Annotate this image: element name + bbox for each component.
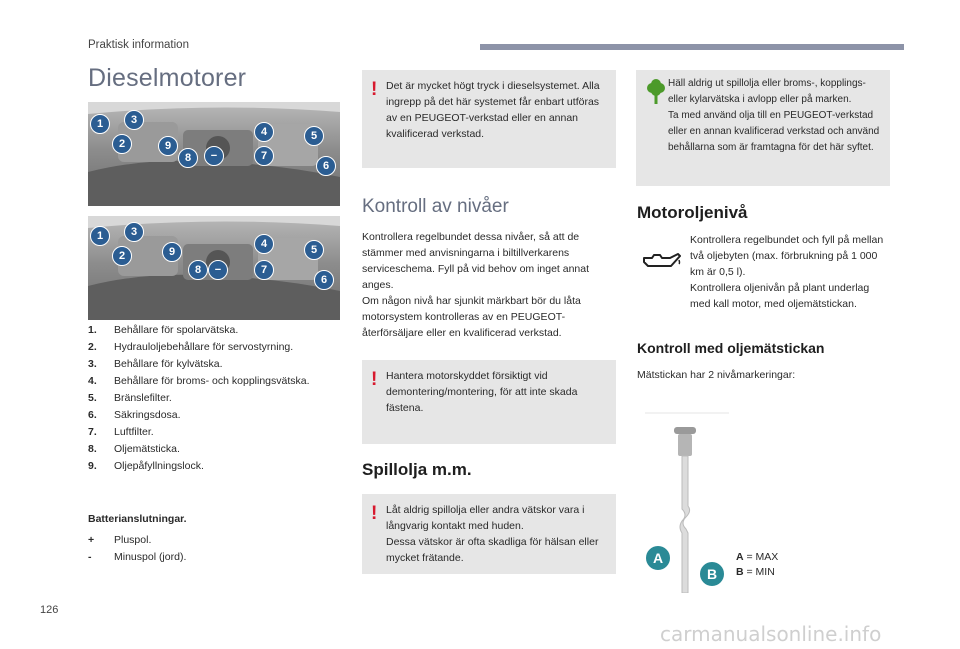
legend-item: 7. Luftfilter. — [88, 426, 154, 438]
callout-3: 3 — [124, 110, 144, 130]
callout-1: 1 — [90, 226, 110, 246]
section-header: Praktisk information — [88, 39, 189, 51]
legend-item: 8. Oljemätsticka. — [88, 443, 180, 455]
dipstick-illustration — [645, 411, 729, 593]
battery-item: - Minuspol (jord). — [88, 551, 187, 563]
legend-item: 3. Behållare för kylvätska. — [88, 358, 223, 370]
levels-body: Kontrollera regelbundet dessa nivåer, så att de stämmer med anvisningarna i biltillverkarens serviceschema. Fyll på vid behov om inget annat anges. Om någon nivå har sjunkit märkbart bör du låta motorsystem kontrolleras av en PEUGEOT-återförsäljare eller en kvalificerad verkstad. — [362, 231, 590, 339]
legend-item: 9. Oljepåfyllningslock. — [88, 460, 204, 472]
page-number: 126 — [40, 604, 59, 616]
spill-heading: Spillolja m.m. — [362, 460, 472, 479]
battery-title: Batterianslutningar. — [88, 513, 187, 525]
callout-6: 6 — [314, 270, 334, 290]
oil-can-icon — [640, 250, 682, 272]
watermark: carmanualsonline.info — [660, 622, 882, 646]
engine-photo-bottom — [88, 216, 340, 320]
warning-exclamation-icon: ! — [371, 369, 378, 390]
warning-exclamation-icon: ! — [371, 79, 378, 100]
dipstick-max-label: A = MAX — [736, 551, 779, 563]
warning-exclamation-icon: ! — [371, 503, 378, 524]
header-accent-bar — [480, 44, 904, 50]
callout-3: 3 — [124, 222, 144, 242]
levels-heading: Kontroll av nivåer — [362, 196, 509, 217]
legend-item: 6. Säkringsdosa. — [88, 409, 181, 421]
callout-2: 2 — [112, 246, 132, 266]
callout-6: 6 — [316, 156, 336, 176]
environment-note-box — [636, 70, 890, 186]
dipstick-heading: Kontroll med oljemätstickan — [637, 340, 825, 356]
legend-item: 2. Hydrauloljebehållare för servostyrning. — [88, 341, 294, 353]
callout-8: 8 — [188, 260, 208, 280]
callout-5: 5 — [304, 240, 324, 260]
dipstick-marker-b: B — [699, 561, 725, 587]
engine-photo-top — [88, 102, 340, 206]
dipstick-min-label: B = MIN — [736, 566, 775, 578]
oil-level-heading: Motoroljenivå — [637, 203, 748, 222]
legend-item: 4. Behållare för broms- och kopplingsvätska. — [88, 375, 310, 387]
callout-9: 9 — [162, 242, 182, 262]
oil-level-body: Kontrollera regelbundet och fyll på mellan två oljebyten (max. förbrukning på 1 000 km är 0,5 l). Kontrollera oljenivån på plant underlag med kall motor, med oljemätstickan. — [690, 234, 884, 310]
pressure-warning-text: Det är mycket högt tryck i dieselsystemet. Alla ingrepp på det här systemet får enbart utföras av en PEUGEOT-verkstad eller en annan kvalificerad verkstad. — [386, 80, 600, 140]
callout-9: 9 — [158, 136, 178, 156]
callout-7: 7 — [254, 260, 274, 280]
environment-tree-icon — [646, 79, 666, 105]
spill-warning-text: Låt aldrig spillolja eller andra vätskor vara i långvarig kontakt med huden. Dessa vätskor är ofta skadliga för hälsan eller mycket frätande. — [386, 504, 599, 564]
battery-list — [88, 532, 186, 566]
callout-minus: − — [208, 260, 228, 280]
component-legend — [88, 322, 340, 475]
page-title: Dieselmotorer — [88, 64, 247, 92]
environment-note-text: Häll aldrig ut spillolja eller broms-, kopplings- eller kylarvätska i avlopp eller på marken. Ta med använd olja till en PEUGEOT-verkstad eller en annan kvalificerad verkstad och använd behållarna som är framtagna för det här syftet. — [668, 78, 880, 153]
dipstick-body: Mätstickan har 2 nivåmarkeringar: — [637, 369, 796, 381]
engine-cover-warning-text: Hantera motorskyddet försiktigt vid demontering/montering, för att inte skada fästena. — [386, 370, 578, 414]
callout-4: 4 — [254, 122, 274, 142]
callout-2: 2 — [112, 134, 132, 154]
pressure-warning-box — [362, 70, 616, 168]
callout-7: 7 — [254, 146, 274, 166]
callout-8: 8 — [178, 148, 198, 168]
callout-4: 4 — [254, 234, 274, 254]
spill-warning-box — [362, 494, 616, 574]
callout-5: 5 — [304, 126, 324, 146]
battery-item: + Pluspol. — [88, 534, 152, 546]
callout-1: 1 — [90, 114, 110, 134]
legend-item: 1. Behållare för spolarvätska. — [88, 324, 239, 336]
callout-minus: − — [204, 146, 224, 166]
engine-cover-warning-box — [362, 360, 616, 444]
legend-item: 5. Bränslefilter. — [88, 392, 172, 404]
dipstick-marker-a: A — [645, 545, 671, 571]
